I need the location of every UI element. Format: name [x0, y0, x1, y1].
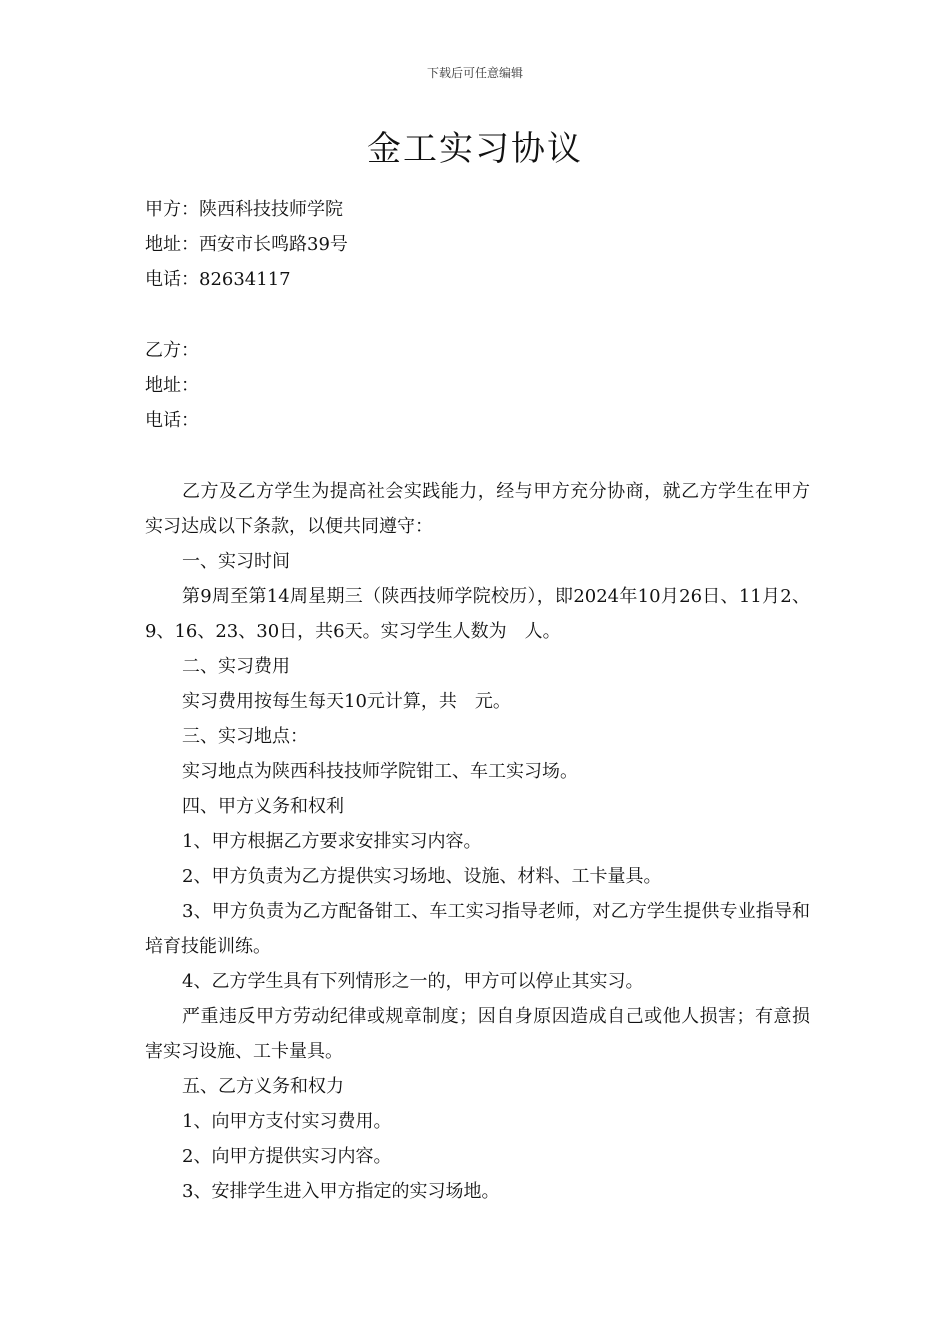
section-4-item-1: 1、甲方根据乙方要求安排实习内容。 [182, 831, 482, 852]
section-1-text-part-2: 人。 [524, 621, 561, 642]
party-b-phone: 电话： [145, 410, 199, 431]
section-4-item-2: 2、甲方负责为乙方提供实习场地、设施、材料、工卡量具。 [182, 866, 662, 887]
section-3-heading: 三、实习地点： [182, 726, 308, 747]
section-1-text-part-1: 第9周至第14周星期三（陕西技师学院校历），即2024年10月26日、11月2、9、16、23、30日，共6天。实习学生人数为 [145, 586, 810, 642]
party-a-address: 地址：西安市长鸣路39号 [145, 234, 348, 255]
section-1-text [145, 579, 810, 649]
page-header-note: 下载后可任意编辑 [426, 66, 523, 80]
section-5-item-3: 3、安排学生进入甲方指定的实习场地。 [182, 1181, 500, 1202]
section-4-item-4: 4、乙方学生具有下列情形之一的，甲方可以停止其实习。 [182, 971, 644, 992]
section-4-item-4-detail: 严重违反甲方劳动纪律或规章制度；因自身原因造成自己或他人损害；有意损害实习设施、工卡量具。 [145, 1006, 810, 1062]
section-4-heading: 四、甲方义务和权利 [182, 796, 344, 817]
section-1-heading: 一、实习时间 [182, 551, 290, 572]
document-title: 金工实习协议 [367, 129, 583, 169]
section-5-heading: 五、乙方义务和权力 [182, 1076, 344, 1097]
party-a-phone: 电话：82634117 [145, 269, 291, 290]
intro-paragraph: 乙方及乙方学生为提高社会实践能力，经与甲方充分协商，就乙方学生在甲方实习达成以下条款，以便共同遵守： [145, 481, 810, 537]
section-5-item-1: 1、向甲方支付实习费用。 [182, 1111, 392, 1132]
section-4-item-3: 3、甲方负责为乙方配备钳工、车工实习指导老师，对乙方学生提供专业指导和培育技能训练。 [145, 901, 810, 957]
section-2-text-part-2: 元。 [474, 691, 511, 712]
party-b-address: 地址： [145, 375, 199, 396]
spacer [145, 438, 810, 474]
party-b-name: 乙方： [145, 340, 199, 361]
document-body [145, 192, 810, 1209]
section-2-text [145, 684, 810, 719]
party-a-name: 甲方：陕西科技技师学院 [145, 199, 343, 220]
section-3-text: 实习地点为陕西科技技师学院钳工、车工实习场。 [182, 761, 578, 782]
section-2-text-part-1: 实习费用按每生每天10元计算，共 [182, 691, 457, 712]
section-2-heading: 二、实习费用 [182, 656, 290, 677]
spacer [145, 297, 810, 333]
section-5-item-2: 2、向甲方提供实习内容。 [182, 1146, 392, 1167]
